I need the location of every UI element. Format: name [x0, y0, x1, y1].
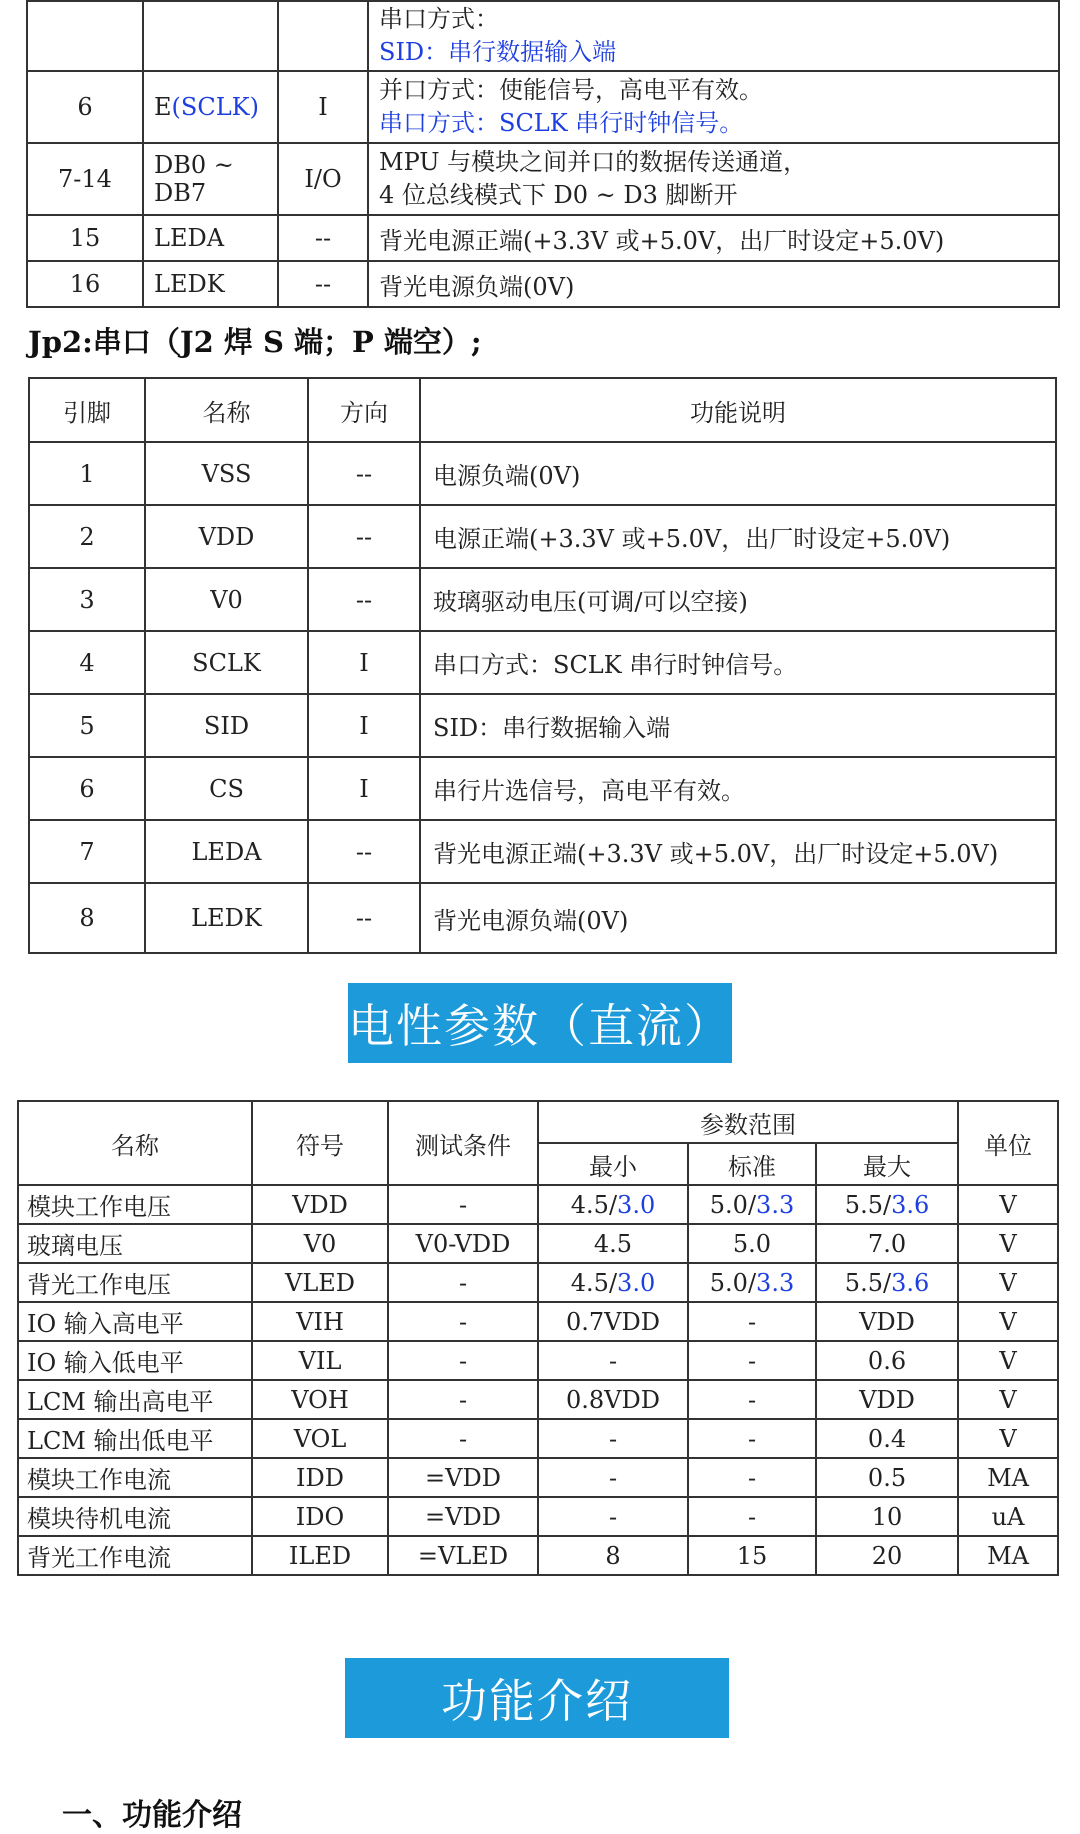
- header-pin: 引脚: [29, 378, 145, 442]
- max-cell: 5.5/3.6: [816, 1185, 958, 1224]
- dir-cell: I/O: [278, 143, 368, 215]
- function-line: MPU 与模块之间并口的数据传送通道，: [379, 148, 808, 176]
- typ-cell: 15: [688, 1536, 816, 1575]
- table-row: [18, 1380, 1058, 1419]
- param-name-cell: LCM 输出低电平: [18, 1419, 252, 1458]
- unit-cell: V: [958, 1341, 1058, 1380]
- name-cell: LEDK: [145, 883, 308, 953]
- table-header-row: [29, 378, 1056, 442]
- dir-cell: --: [308, 568, 420, 631]
- header-typ: 标准: [688, 1143, 816, 1185]
- name-cell: [143, 1, 278, 71]
- section-heading: 一、功能介绍: [62, 1798, 242, 1833]
- pin-table-continued: [26, 0, 1060, 308]
- function-cell: 电源负端(0V): [420, 442, 1056, 505]
- function-cell: 玻璃驱动电压(可调/可以空接): [420, 568, 1056, 631]
- name-cell: LEDA: [145, 820, 308, 883]
- unit-cell: V: [958, 1419, 1058, 1458]
- name-cell: VSS: [145, 442, 308, 505]
- table-row: [29, 694, 1056, 757]
- table-row: [27, 215, 1059, 261]
- name-cell: V0: [145, 568, 308, 631]
- max-cell: 7.0: [816, 1224, 958, 1263]
- pin-cell: 4: [29, 631, 145, 694]
- param-name-cell: IO 输入低电平: [18, 1341, 252, 1380]
- symbol-cell: VOH: [252, 1380, 388, 1419]
- name-cell: VDD: [145, 505, 308, 568]
- table-row: [27, 261, 1059, 307]
- condition-cell: =VDD: [388, 1458, 538, 1497]
- symbol-cell: VIH: [252, 1302, 388, 1341]
- function-cell: 背光电源负端(0V): [420, 883, 1056, 953]
- symbol-cell: VIL: [252, 1341, 388, 1380]
- param-name-cell: 模块工作电流: [18, 1458, 252, 1497]
- typ-cell: -: [688, 1341, 816, 1380]
- typ-cell: 5.0: [688, 1224, 816, 1263]
- min-cell: -: [538, 1458, 688, 1497]
- table-row: [29, 757, 1056, 820]
- symbol-cell: VLED: [252, 1263, 388, 1302]
- typ-cell: 5.0/3.3: [688, 1185, 816, 1224]
- header-function: 功能说明: [420, 378, 1056, 442]
- condition-cell: =VDD: [388, 1497, 538, 1536]
- pin-cell: 7: [29, 820, 145, 883]
- header-name: 名称: [18, 1101, 252, 1185]
- function-cell: [368, 71, 1059, 143]
- typ-cell: 5.0/3.3: [688, 1263, 816, 1302]
- pin-cell: 6: [29, 757, 145, 820]
- pin-cell: 3: [29, 568, 145, 631]
- condition-cell: -: [388, 1419, 538, 1458]
- function-line: 串口方式：: [379, 5, 499, 33]
- max-cell: 0.6: [816, 1341, 958, 1380]
- header-max: 最大: [816, 1143, 958, 1185]
- symbol-cell: VOL: [252, 1419, 388, 1458]
- table-row: [27, 1, 1059, 71]
- unit-cell: V: [958, 1263, 1058, 1302]
- min-cell: 0.7VDD: [538, 1302, 688, 1341]
- electrical-params-banner: [348, 983, 732, 1063]
- header-condition: 测试条件: [388, 1101, 538, 1185]
- pin-cell: 1: [29, 442, 145, 505]
- table-header-row: [18, 1101, 1058, 1143]
- table-row: [18, 1458, 1058, 1497]
- pin-cell: 16: [27, 261, 143, 307]
- function-cell: 背光电源正端(+3.3V 或+5.0V，出厂时设定+5.0V): [368, 215, 1059, 261]
- name-cell: CS: [145, 757, 308, 820]
- max-cell: 0.4: [816, 1419, 958, 1458]
- typ-cell: -: [688, 1302, 816, 1341]
- param-name-cell: LCM 输出高电平: [18, 1380, 252, 1419]
- function-line: 并口方式：使能信号，高电平有效。: [379, 76, 763, 104]
- param-name-cell: 模块工作电压: [18, 1185, 252, 1224]
- condition-cell: -: [388, 1341, 538, 1380]
- param-name-cell: 背光工作电压: [18, 1263, 252, 1302]
- name-cell: SCLK: [145, 631, 308, 694]
- dir-cell: I: [278, 71, 368, 143]
- min-cell: 8: [538, 1536, 688, 1575]
- symbol-cell: VDD: [252, 1185, 388, 1224]
- banner-title: 电性参数（直流）: [348, 999, 732, 1053]
- table-row: [18, 1224, 1058, 1263]
- condition-cell: -: [388, 1263, 538, 1302]
- table-row: [27, 71, 1059, 143]
- pin-cell: 5: [29, 694, 145, 757]
- symbol-cell: IDO: [252, 1497, 388, 1536]
- function-cell: 电源正端(+3.3V 或+5.0V，出厂时设定+5.0V): [420, 505, 1056, 568]
- function-cell: 背光电源正端(+3.3V 或+5.0V，出厂时设定+5.0V): [420, 820, 1056, 883]
- unit-cell: V: [958, 1185, 1058, 1224]
- table-row: [18, 1341, 1058, 1380]
- symbol-cell: IDD: [252, 1458, 388, 1497]
- jp2-heading: Jp2:串口（J2 焊 S 端；P 端空）;: [28, 325, 482, 359]
- banner-title: 功能介绍: [441, 1674, 633, 1728]
- function-line-blue: 串口方式：SCLK 串行时钟信号。: [379, 109, 744, 137]
- function-cell: [368, 143, 1059, 215]
- dir-cell: I: [308, 757, 420, 820]
- max-cell: VDD: [816, 1302, 958, 1341]
- function-line-blue: SID：串行数据输入端: [379, 38, 617, 66]
- table-row: [18, 1263, 1058, 1302]
- unit-cell: MA: [958, 1536, 1058, 1575]
- dir-cell: --: [278, 215, 368, 261]
- table-row: [18, 1419, 1058, 1458]
- dir-cell: --: [278, 261, 368, 307]
- dir-cell: [278, 1, 368, 71]
- typ-cell: -: [688, 1497, 816, 1536]
- function-cell: 背光电源负端(0V): [368, 261, 1059, 307]
- max-cell: 10: [816, 1497, 958, 1536]
- condition-cell: -: [388, 1380, 538, 1419]
- header-name: 名称: [145, 378, 308, 442]
- table-row: [18, 1302, 1058, 1341]
- condition-cell: -: [388, 1302, 538, 1341]
- dir-cell: --: [308, 442, 420, 505]
- typ-cell: -: [688, 1419, 816, 1458]
- table-row: [18, 1185, 1058, 1224]
- unit-cell: MA: [958, 1458, 1058, 1497]
- dir-cell: I: [308, 631, 420, 694]
- symbol-cell: V0: [252, 1224, 388, 1263]
- typ-cell: -: [688, 1458, 816, 1497]
- max-cell: VDD: [816, 1380, 958, 1419]
- unit-cell: V: [958, 1302, 1058, 1341]
- pin-cell: 8: [29, 883, 145, 953]
- table-row: [29, 568, 1056, 631]
- function-cell: SID：串行数据输入端: [420, 694, 1056, 757]
- min-cell: 4.5/3.0: [538, 1263, 688, 1302]
- header-direction: 方向: [308, 378, 420, 442]
- param-name-cell: 背光工作电流: [18, 1536, 252, 1575]
- function-intro-banner: [345, 1658, 729, 1738]
- table-row: [27, 143, 1059, 215]
- electrical-params-table: [17, 1100, 1059, 1576]
- function-line: 4 位总线模式下 D0 ~ D3 脚断开: [379, 181, 738, 209]
- condition-cell: V0-VDD: [388, 1224, 538, 1263]
- dir-cell: --: [308, 820, 420, 883]
- function-cell: 串行片选信号，高电平有效。: [420, 757, 1056, 820]
- condition-cell: =VLED: [388, 1536, 538, 1575]
- header-symbol: 符号: [252, 1101, 388, 1185]
- symbol-cell: ILED: [252, 1536, 388, 1575]
- name-cell: E(SCLK): [143, 71, 278, 143]
- pin-cell: 2: [29, 505, 145, 568]
- dir-cell: I: [308, 694, 420, 757]
- electrical-params-body: [18, 1185, 1058, 1575]
- name-cell: LEDA: [143, 215, 278, 261]
- dir-cell: --: [308, 883, 420, 953]
- condition-cell: -: [388, 1185, 538, 1224]
- max-cell: 20: [816, 1536, 958, 1575]
- name-cell: LEDK: [143, 261, 278, 307]
- table-row: [29, 442, 1056, 505]
- header-unit: 单位: [958, 1101, 1058, 1185]
- function-cell: 串口方式：SCLK 串行时钟信号。: [420, 631, 1056, 694]
- typ-cell: -: [688, 1380, 816, 1419]
- header-range: 参数范围: [538, 1101, 958, 1143]
- header-min: 最小: [538, 1143, 688, 1185]
- name-cell: SID: [145, 694, 308, 757]
- table-row: [18, 1536, 1058, 1575]
- table-row: [29, 883, 1056, 953]
- unit-cell: V: [958, 1224, 1058, 1263]
- param-name-cell: 模块待机电流: [18, 1497, 252, 1536]
- unit-cell: uA: [958, 1497, 1058, 1536]
- pin-cell: 15: [27, 215, 143, 261]
- table-row: [29, 631, 1056, 694]
- max-cell: 0.5: [816, 1458, 958, 1497]
- table-row: [29, 820, 1056, 883]
- pin-cell: [27, 1, 143, 71]
- dir-cell: --: [308, 505, 420, 568]
- jp2-pin-table: [28, 377, 1057, 954]
- min-cell: 4.5/3.0: [538, 1185, 688, 1224]
- min-cell: 0.8VDD: [538, 1380, 688, 1419]
- min-cell: 4.5: [538, 1224, 688, 1263]
- pin-cell: 6: [27, 71, 143, 143]
- pin-cell: 7-14: [27, 143, 143, 215]
- min-cell: -: [538, 1497, 688, 1536]
- unit-cell: V: [958, 1380, 1058, 1419]
- table-row: [29, 505, 1056, 568]
- function-cell: [368, 1, 1059, 71]
- max-cell: 5.5/3.6: [816, 1263, 958, 1302]
- min-cell: -: [538, 1419, 688, 1458]
- min-cell: -: [538, 1341, 688, 1380]
- param-name-cell: 玻璃电压: [18, 1224, 252, 1263]
- table-row: [18, 1497, 1058, 1536]
- param-name-cell: IO 输入高电平: [18, 1302, 252, 1341]
- name-cell: DB0 ~ DB7: [143, 143, 278, 215]
